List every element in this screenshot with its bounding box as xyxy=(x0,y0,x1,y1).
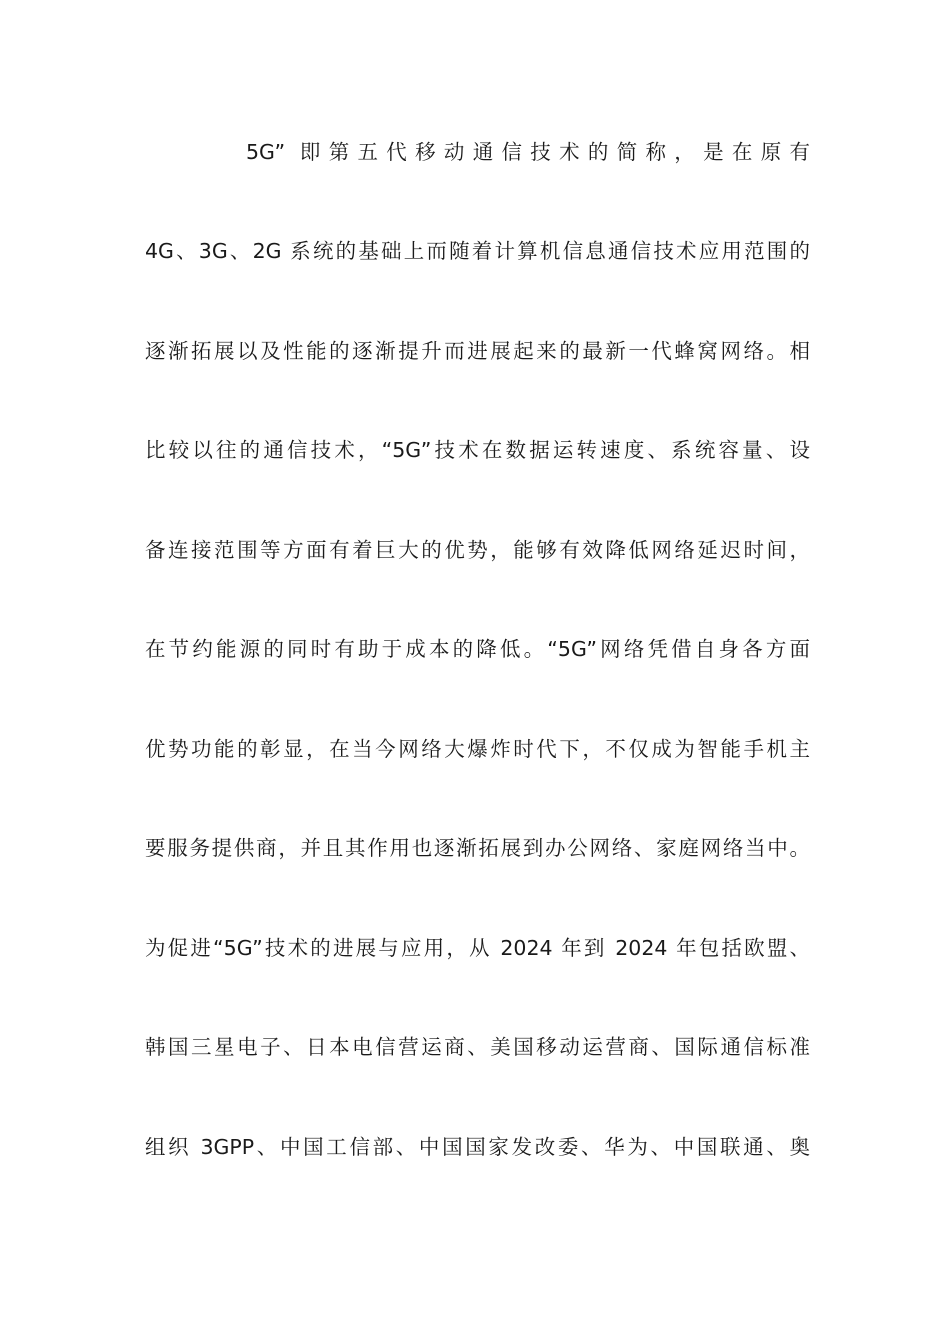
paragraph-line-2: 4G、3G、2G 系统的基础上而随着计算机信息通信技术应用范围的 xyxy=(145,239,810,263)
paragraph-line-11: 组织 3GPP、中国工信部、中国国家发改委、华为、中国联通、奥 xyxy=(145,1135,810,1159)
paragraph-line-9: 为促进“5G”技术的进展与应用，从 2024 年到 2024 年包括欧盟、 xyxy=(145,936,810,960)
paragraph-line-8: 要服务提供商，并且其作用也逐渐拓展到办公网络、家庭网络当中。 xyxy=(145,836,810,860)
paragraph-line-4: 比较以往的通信技术，“5G”技术在数据运转速度、系统容量、设 xyxy=(145,438,810,462)
paragraph-line-10: 韩国三星电子、日本电信营运商、美国移动运营商、国际通信标准 xyxy=(145,1035,810,1059)
paragraph-line-1: 5G” 即第五代移动通信技术的简称，是在原有 xyxy=(246,140,810,164)
paragraph-line-7: 优势功能的彰显，在当今网络大爆炸时代下，不仅成为智能手机主 xyxy=(145,737,810,761)
paragraph-line-3: 逐渐拓展以及性能的逐渐提升而进展起来的最新一代蜂窝网络。相 xyxy=(145,339,810,363)
paragraph-line-6: 在节约能源的同时有助于成本的降低。“5G”网络凭借自身各方面 xyxy=(145,637,810,661)
paragraph-line-5: 备连接范围等方面有着巨大的优势，能够有效降低网络延迟时间， xyxy=(145,538,810,562)
